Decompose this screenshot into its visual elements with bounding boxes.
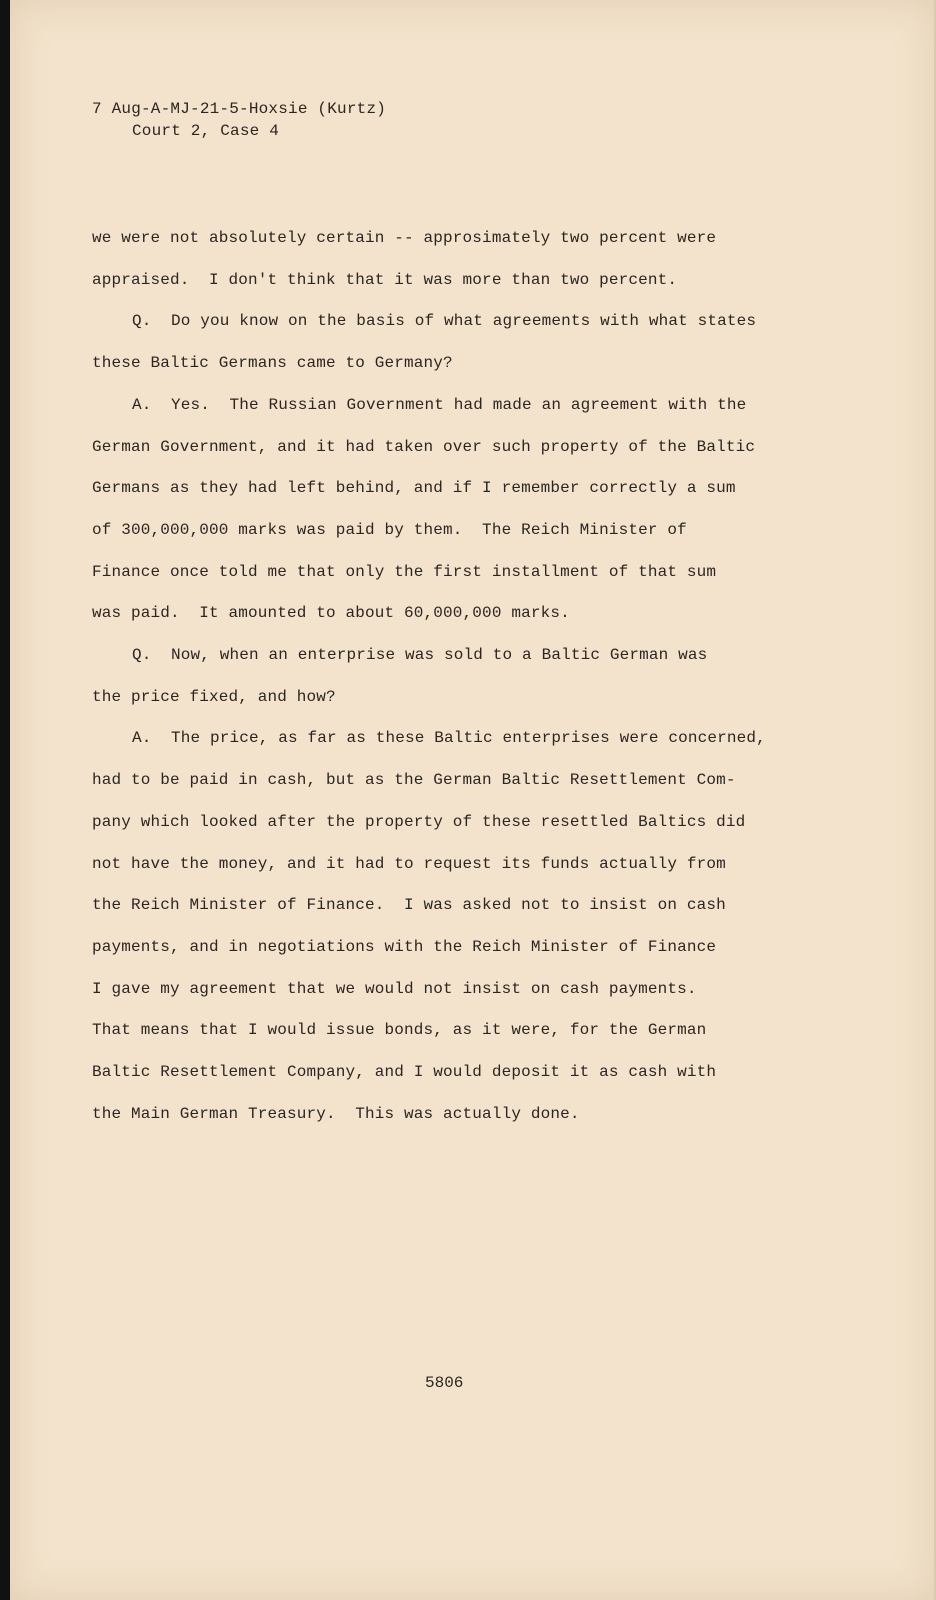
- text-line: I gave my agreement that we would not insist on cash payments.: [92, 979, 697, 998]
- text-line: German Government, and it had taken over such property of the Baltic: [92, 437, 756, 456]
- text-line: not have the money, and it had to request its funds actually from: [92, 854, 726, 873]
- text-line: the Reich Minister of Finance. I was asked not to insist on cash: [92, 896, 726, 915]
- document-header: [92, 98, 386, 142]
- text-line: Germans as they had left behind, and if I remember correctly a sum: [92, 479, 736, 498]
- question-line: Q. Now, when an enterprise was sold to a Baltic German was: [132, 646, 708, 665]
- text-line: pany which looked after the property of these resettled Baltics did: [92, 812, 746, 831]
- header-court-case: Court 2, Case 4: [132, 122, 280, 140]
- answer-line: A. Yes. The Russian Government had made an agreement with the: [132, 395, 747, 414]
- text-line: was paid. It amounted to about 60,000,000 marks.: [92, 604, 570, 623]
- answer-line: A. The price, as far as these Baltic enterprises were concerned,: [132, 729, 766, 748]
- text-line: Baltic Resettlement Company, and I would deposit it as cash with: [92, 1063, 717, 1082]
- transcript-body: [92, 218, 812, 1135]
- document-page: [10, 0, 934, 1600]
- page-number: 5806: [425, 1374, 464, 1392]
- text-line: appraised. I don't think that it was more than two percent.: [92, 270, 678, 289]
- header-reference: 7 Aug-A-MJ-21-5-Hoxsie (Kurtz): [92, 100, 387, 118]
- question-line: Q. Do you know on the basis of what agreements with what states: [132, 312, 757, 331]
- text-line: of 300,000,000 marks was paid by them. The Reich Minister of: [92, 520, 687, 539]
- text-line: the price fixed, and how?: [92, 687, 336, 706]
- scan-edge: [0, 0, 10, 1600]
- text-line: these Baltic Germans came to Germany?: [92, 354, 453, 373]
- text-line: Finance once told me that only the first installment of that sum: [92, 562, 717, 581]
- text-line: the Main German Treasury. This was actually done.: [92, 1104, 580, 1123]
- text-line: That means that I would issue bonds, as it were, for the German: [92, 1021, 707, 1040]
- text-line: had to be paid in cash, but as the German Baltic Resettlement Com-: [92, 771, 736, 790]
- text-line: payments, and in negotiations with the Reich Minister of Finance: [92, 937, 717, 956]
- text-line: we were not absolutely certain -- approsimately two percent were: [92, 229, 717, 247]
